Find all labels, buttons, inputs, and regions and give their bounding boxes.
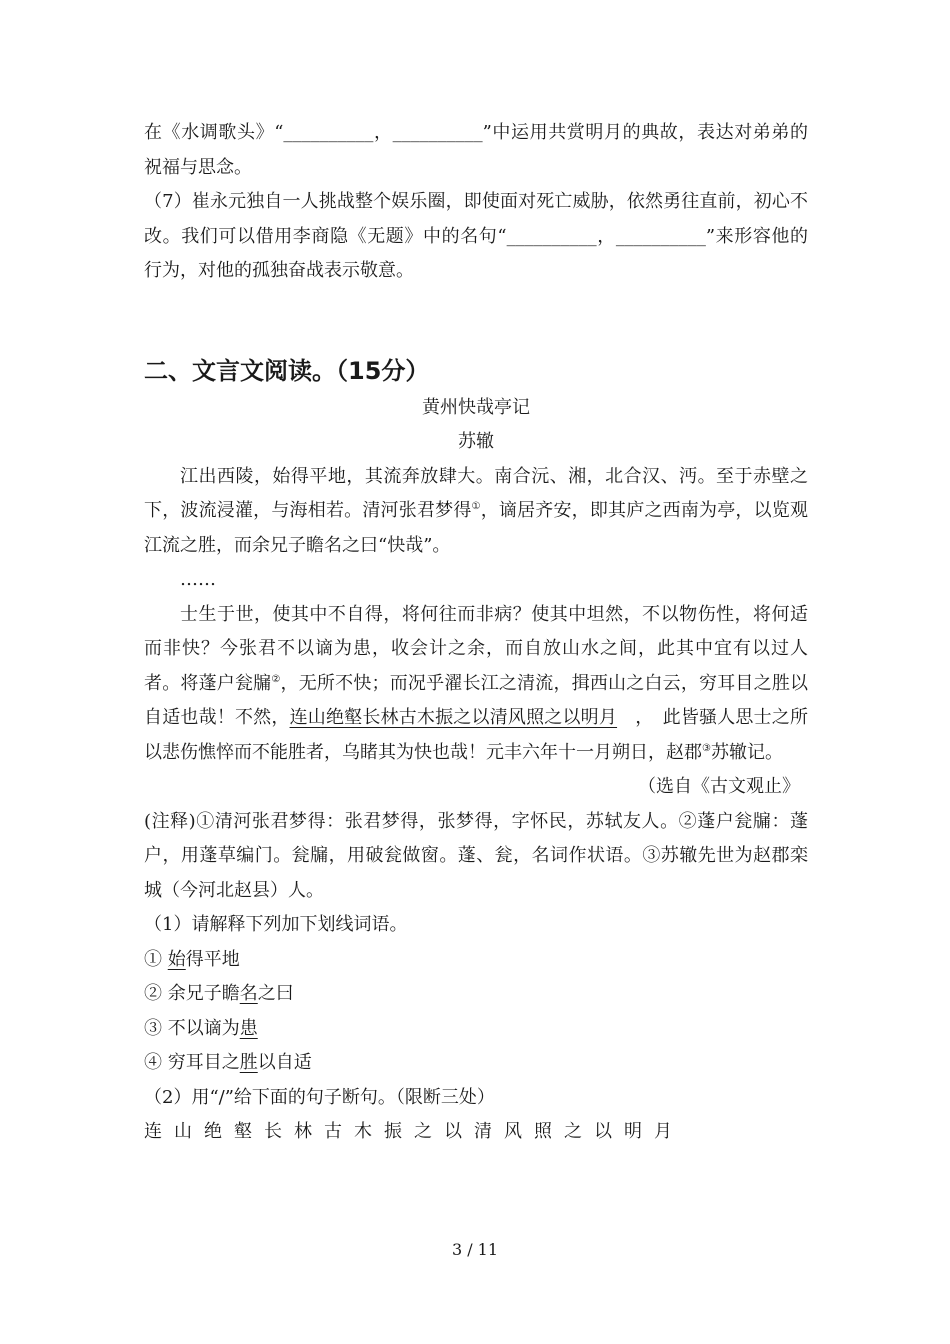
sentence-to-punctuate: 连山绝壑长林古木振之以清风照之以明月 — [144, 1121, 684, 1142]
essay-title: 黄州快哉亭记 — [422, 396, 530, 418]
list-item — [144, 977, 808, 1012]
text: ， — [596, 225, 616, 247]
text: （7）崔永元独自一人挑战整个娱乐圈，即使面对死亡威胁，依然勇往直前，初心不改。我们可以借用李商隐《无题》中的名句“ — [144, 191, 808, 247]
text: 士生于世，使其中不自得，将何往而非病？使其中坦然，不以物伤性，将何适而非快？今张君不以谪为患，收会计之余，而自放山水之间，此其中宜有以过人者。将蓬户瓮牖 — [144, 603, 808, 694]
list-item — [144, 1046, 808, 1081]
page-number: 3 / 11 — [451, 1240, 499, 1259]
answer-blank: __________ — [506, 225, 597, 247]
text: ④ 穷耳目之 — [144, 1052, 240, 1073]
text: ， 此皆骚人思士之所以悲伤憔悴而不能胜者，乌睹其为快也哉！元丰六年十一月朔日，赵郡 — [144, 707, 809, 763]
text: ③ 不以谪为 — [144, 1017, 240, 1039]
footnote-marker: ② — [271, 673, 281, 685]
footnote-marker: ① — [471, 501, 481, 512]
answer-blank: __________ — [615, 225, 706, 247]
text: 之曰 — [257, 983, 294, 1004]
text: ① — [144, 948, 168, 970]
underlined-sentence: 连山绝壑长林古木振之以清风照之以明月 — [289, 707, 618, 728]
underlined-word: 始 — [167, 948, 186, 970]
answer-blank: __________ — [392, 122, 483, 143]
text: 苏辙记。 — [710, 741, 783, 763]
question-7 — [144, 185, 808, 289]
list-item — [144, 1012, 808, 1047]
answer-blank: __________ — [283, 122, 374, 143]
ellipsis: …… — [180, 569, 216, 590]
text: 以自适 — [257, 1052, 312, 1073]
footnote-marker: ③ — [702, 742, 711, 754]
text: ”来形容他的行为，对他的孤独奋战表示敬意。 — [144, 225, 809, 281]
text: ， — [373, 122, 393, 143]
text: ，谪居齐安，即其庐之西南为亭，以览观江流之胜，而余兄子瞻名之曰“快哉”。 — [144, 500, 809, 556]
text: ② 余兄子瞻 — [144, 983, 240, 1004]
underlined-word: 胜 — [239, 1052, 258, 1073]
section-heading: 二、文言文阅读。（15分） — [144, 356, 430, 385]
underlined-word: 患 — [239, 1017, 258, 1039]
text: 得平地 — [185, 948, 240, 970]
text: 江出西陵，始得平地，其流奔放肆大。南合沅、湘，北合汉、沔。至于赤壁之下，波流浸灌，与海相若。清河张君梦得 — [144, 465, 808, 521]
source-note: （选自《古文观止》 — [638, 776, 800, 797]
intro-paragraph — [144, 116, 808, 185]
page-content — [144, 116, 808, 1150]
underlined-word: 名 — [239, 983, 258, 1004]
question-2: （2）用“/”给下面的句子断句。（限断三处） — [144, 1086, 495, 1108]
list-item — [144, 943, 808, 978]
question-1: （1）请解释下列加下划线词语。 — [144, 914, 408, 935]
annotation: (注释)①清河张君梦得：张君梦得，张梦得，字怀民，苏轼友人。②蓬户瓮牖：蓬户，用蓬草编门。瓮牖，用破瓮做窗。蓬、瓮，名词作状语。③苏辙先世为赵郡栾城（今河北赵县）人。 — [144, 810, 808, 901]
essay-paragraph-1 — [144, 460, 808, 564]
text: ”中运用共赏明月的典故，表达对弟弟的祝福与思念。 — [144, 122, 809, 178]
text: 在《水调歌头》“ — [144, 122, 284, 143]
text: ，无所不快；而况乎濯长江之清流，揖西山之白云，穷耳目之胜以自适也哉！不然， — [144, 672, 809, 728]
essay-author: 苏辙 — [458, 431, 494, 452]
essay-paragraph-2 — [144, 598, 808, 771]
